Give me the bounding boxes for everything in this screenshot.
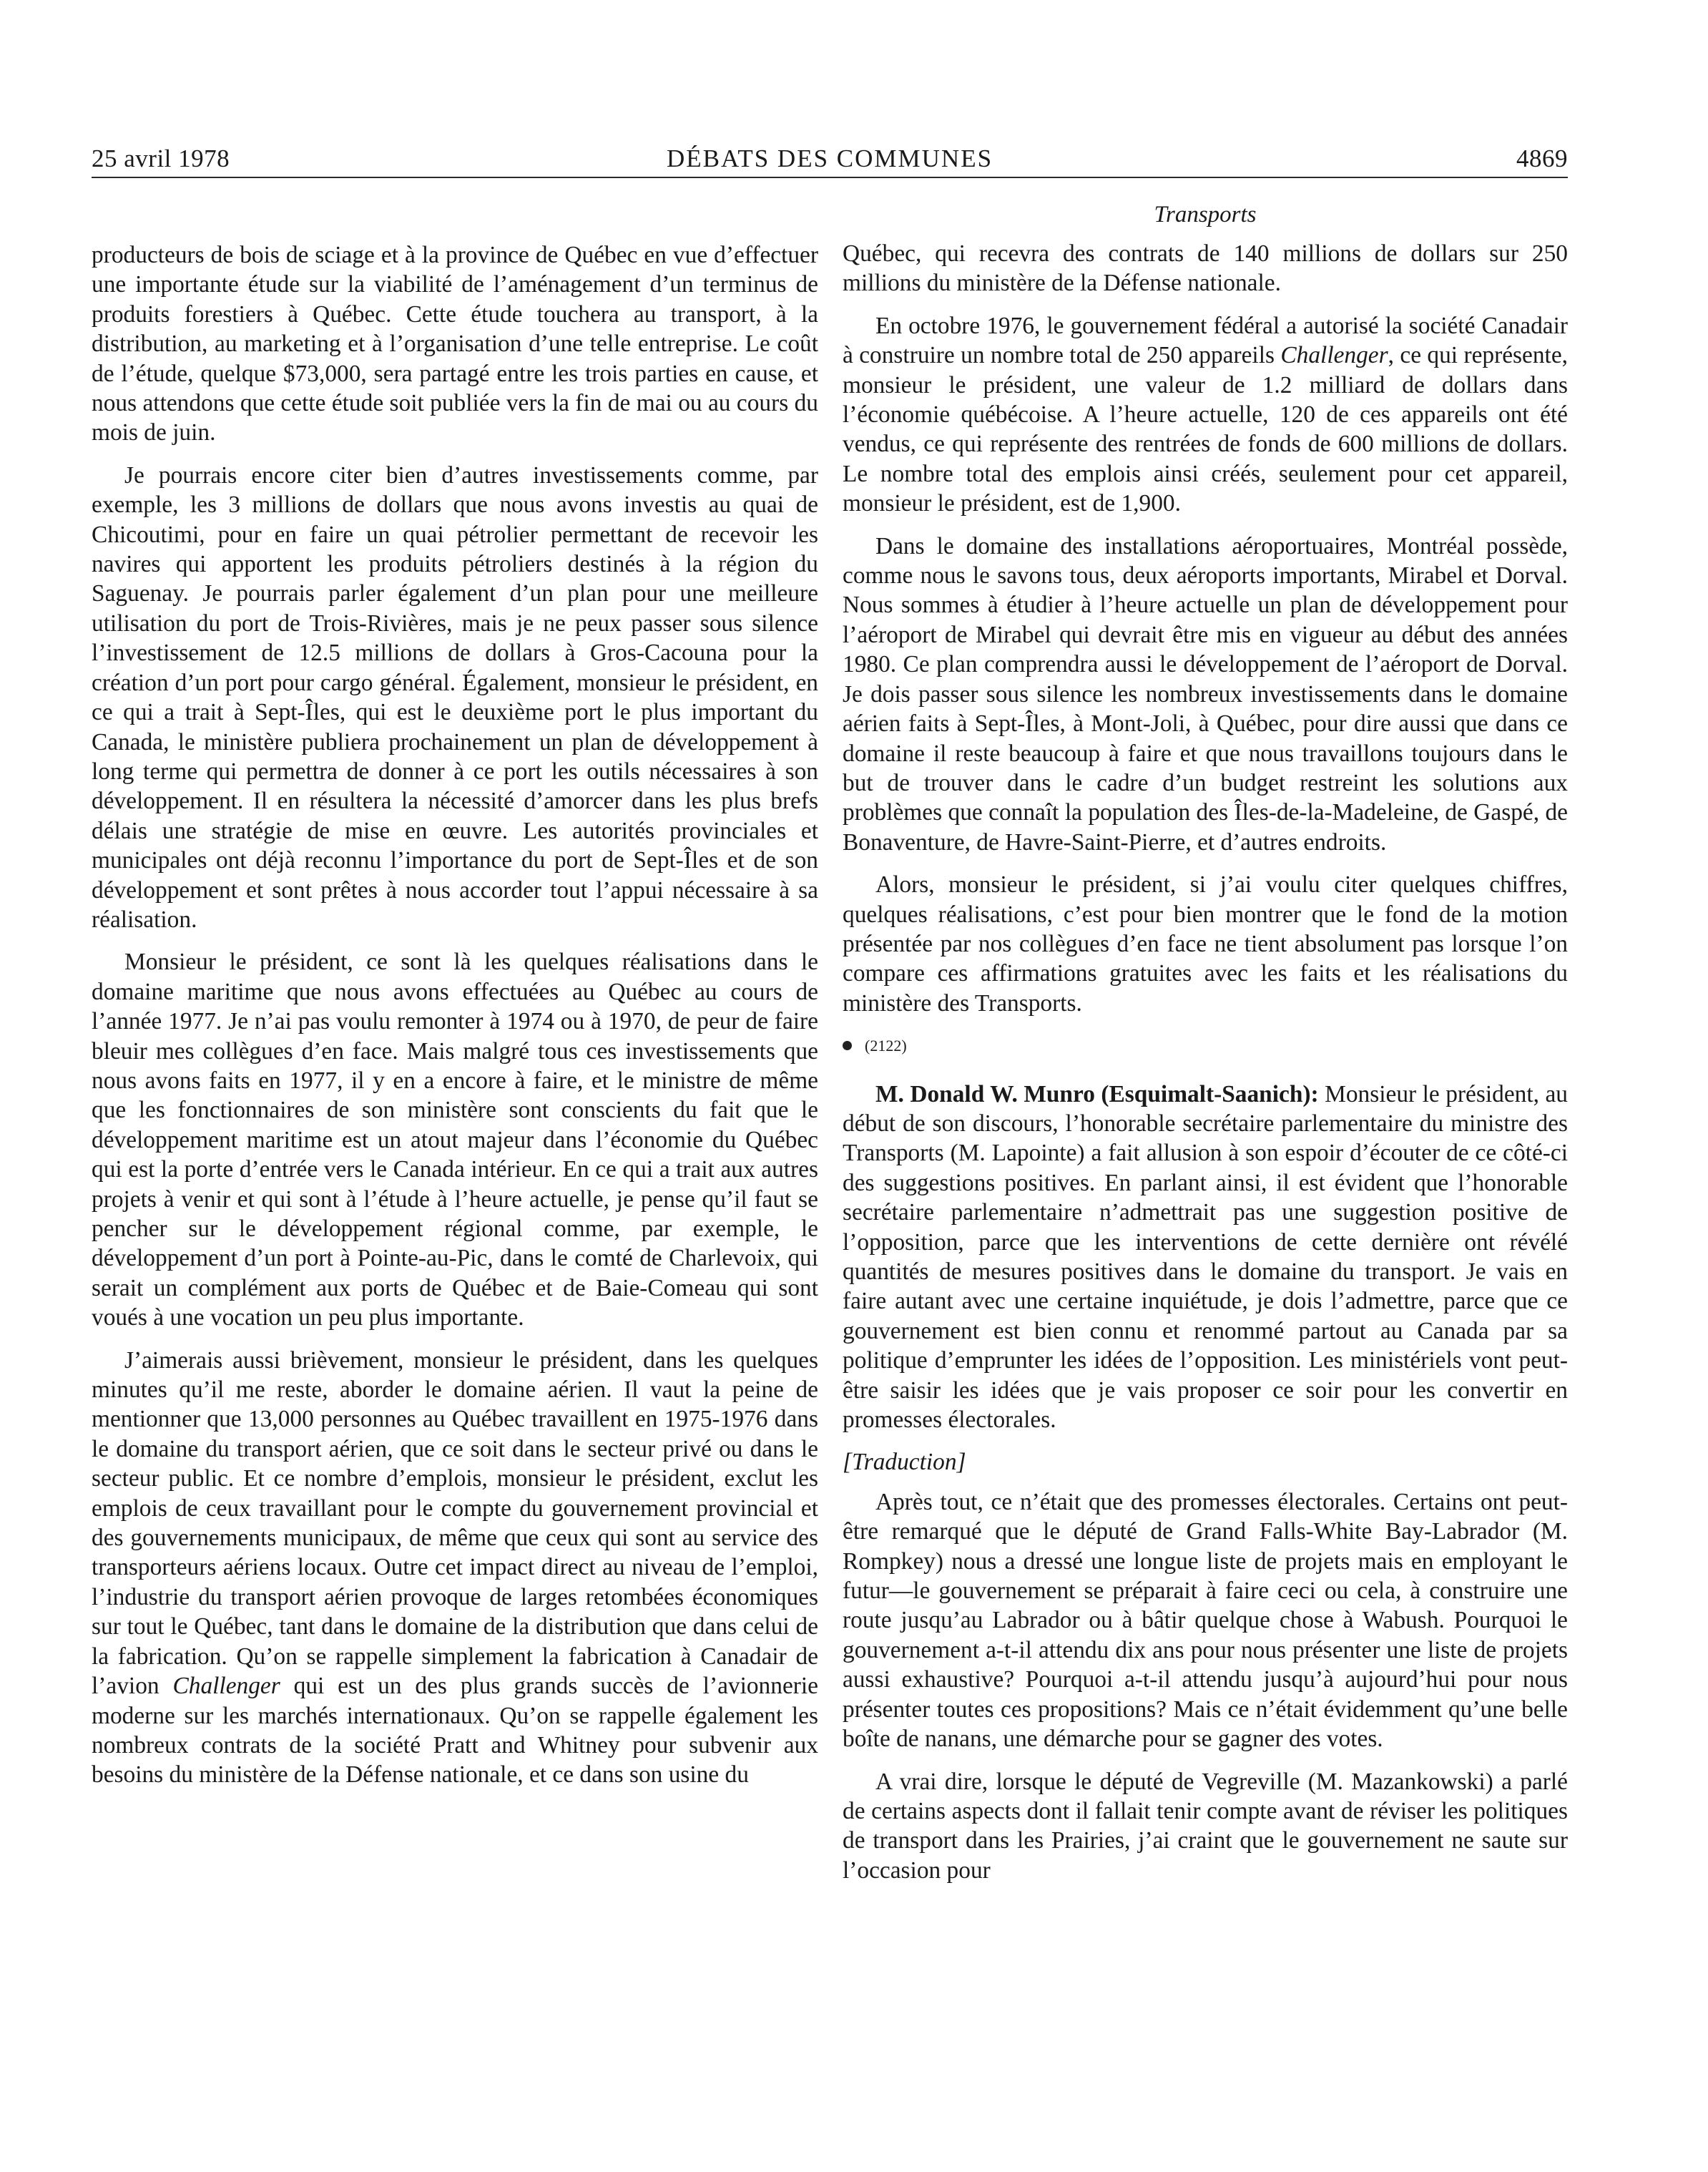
header-date: 25 avril 1978 (92, 145, 230, 172)
paragraph: A vrai dire, lorsque le député de Vegreville (M. Mazankowski) a parlé de certains aspects dont il fallait tenir compte avant de réviser les politiques de transport dans les Prairies, j’ai craint que le gouvernement ne saute sur l’occasion pour (843, 1768, 1568, 1884)
running-header (92, 145, 1568, 176)
aircraft-name: Challenger (172, 1673, 280, 1700)
time-marker-text: (2122) (865, 1037, 907, 1055)
paragraph: Alors, monsieur le président, si j’ai voulu citer quelques chiffres, quelques réalisations, c’est pour bien montrer que le fond de la motion présentée par nos collègues d’en face ne tient absolument pas lorsque l’on compare ces affirmations gratuites avec les faits et les réalisations du ministère des Transports. (843, 871, 1568, 1017)
paragraph: Après tout, ce n’était que des promesses électorales. Certains ont peut-être remarqué que le député de Grand Falls-White Bay-Labrador (M. Rompkey) nous a dressé une longue liste de projets mais en employant le futur—le gouvernement se préparait à faire ceci ou cela, à construire une route jusqu’au Labrador ou à bâtir quelque chose à Wabush. Pourquoi le gouvernement a-t-il attendu dix ans pour nous présenter une liste de projets aussi exhaustive? Pourquoi a-t-il attendu jusqu’à aujourd’hui pour nous présenter toutes ces propositions? Mais ce n’était évidemment qu’une belle boîte de nanans, une démarche pour se gagner des votes. (843, 1488, 1568, 1753)
header-rule (92, 177, 1568, 178)
paragraph-text: J’aimerais aussi brièvement, monsieur le président, dans les quelques minutes qu’il me reste, aborder le domaine aérien. Il vaut la peine de mentionner que 13,000 personnes au Québec travaillent en 1975-1976 dans le domaine du transport aérien, que ce soit dans le secteur privé ou dans le secteur public. Et ce nombre d’emplois, monsieur le président, exclut les emplois de ceux travaillant pour le compte du gouvernement provincial et des gouvernements municipaux, de même que ceux qui sont au service des transporteurs aériens locaux. Outre cet impact direct au niveau de l’emploi, l’industrie du transport aérien provoque de larges retombées économiques sur tout le Québec, tant dans le domaine de la distribution que dans celui de la fabrication. Qu’on se rappelle simplement la fabrication à Canadair de l’avion (92, 1346, 818, 1700)
page-number: 4869 (1516, 145, 1568, 172)
section-heading: Transports (1154, 202, 1257, 228)
left-column (92, 240, 818, 1803)
paragraph-text: En octobre 1976, le gouvernement fédéral a autorisé la société Canadair à construire un nombre total de 250 appareils (843, 312, 1568, 369)
paragraph: Dans le domaine des installations aéroportuaires, Montréal possède, comme nous le savons tous, deux aéroports importants, Mirabel et Dorval. Nous sommes à étudier à l’heure actuelle un plan de développement pour l’aéroport de Mirabel qui devrait être mis en vigueur au début des années 1980. Ce plan comprendra aussi le développement de l’aéroport de Dorval. Je dois passer sous silence les nombreux investissements dans le domaine aérien faits à Sept-Îles, à Mont-Joli, à Québec, pour dire aussi que dans ce domaine il reste beaucoup à faire et que nous travaillons toujours dans le but de trouver dans le cadre d’un budget restreint les solutions aux problèmes que connaît la population des Îles-de-la-Madeleine, de Gaspé, de Bonaventure, de Havre-Saint-Pierre, et d’autres endroits. (843, 532, 1568, 856)
paragraph-text: qui est un des plus grands succès de l’avionnerie moderne sur les marchés internationaux. Qu’on se rappelle également les nombreux contrats de la société Pratt and Whitney pour subvenir aux besoins du ministère de la Défense nationale, et ce dans son usine du (92, 1673, 818, 1789)
paragraph: Monsieur le président, ce sont là les quelques réalisations dans le domaine maritime que nous avons effectuées au Québec au cours de l’année 1977. Je n’ai pas voulu remonter à 1974 ou à 1970, de peur de faire bleuir mes collègues d’en face. Mais malgré tous ces investissements que nous avons faits en 1977, il y en a encore à faire, et le ministre de même que les fonctionnaires de son ministère sont conscients du fait que le développement maritime est un atout majeur dans l’économie du Québec qui est la porte d’entrée vers le Canada intérieur. En ce qui a trait aux autres projets à venir et qui sont à l’étude à l’heure actuelle, je pense qu’il faut se pencher sur le développement régional comme, par exemple, le développement d’un port à Pointe-au-Pic, dans le comté de Charlevoix, qui serait un complément aux ports de Québec et de Baie-Comeau qui sont voués à une vocation un peu plus importante. (92, 949, 818, 1331)
header-title: DÉBATS DES COMMUNES (666, 145, 993, 172)
paragraph (92, 1346, 818, 1790)
paragraph (843, 1080, 1568, 1435)
paragraph: Québec, qui recevra des contrats de 140 millions de dollars sur 250 millions du ministère de la Défense nationale. (843, 240, 1568, 297)
paragraph (843, 311, 1568, 519)
speaker-name: M. Donald W. Munro (Esquimalt-Saanich): (875, 1080, 1319, 1107)
bullet-icon (843, 1041, 852, 1050)
translation-note: [Traduction] (843, 1449, 966, 1476)
paragraph-text: Monsieur le président, au début de son discours, l’honorable secrétaire parlementaire du ministre des Transports (M. Lapointe) a fait allusion à son espoir d’écouter de ce côté-ci des suggestions positives. En parlant ainsi, il est évident que l’honorable secrétaire parlementaire n’admettrait pas une suggestion positive de l’opposition, parce que les interventions de cette dernière ont révélé quantités de mesures positives dans le domaine du transport. Je vais en faire autant avec une certaine inquiétude, je dois l’admettre, parce que ce gouvernement est bien connu et renommé partout au Canada par sa politique d’emprunter les idées de l’opposition. Les ministériels vont peut-être saisir les idées que je vais proposer ce soir pour les convertir en promesses électorales. (843, 1080, 1568, 1434)
time-marker (843, 1031, 1568, 1060)
paragraph: Je pourrais encore citer bien d’autres investissements comme, par exemple, les 3 millions de dollars que nous avons investis au quai de Chicoutimi, pour en faire un quai pétrolier permettant de recevoir les navires qui apportent les produits pétroliers destinés à la région du Saguenay. Je pourrais parler également d’un plan pour une meilleure utilisation du port de Trois-Rivières, mais je ne peux passer sous silence l’investissement de 12.5 millions de dollars à Gros-Cacouna pour la création d’un port pour cargo général. Également, monsieur le président, en ce qui a trait à Sept-Îles, qui est le deuxième port le plus important du Canada, le ministère publiera prochainement un plan de développement à long terme qui permettra de donner à ce port les outils nécessaires à son développement. Il en résultera la nécessité d’amorcer dans les plus brefs délais une stratégie de mise en œuvre. Les autorités provinciales et municipales ont déjà reconnu l’importance du port de Sept-Îles et de son développement et sont prêtes à nous accorder tout l’appui nécessaire à sa réalisation. (92, 461, 818, 933)
right-column (843, 239, 1568, 1898)
aircraft-name: Challenger (1280, 342, 1388, 369)
paragraph-text: , ce qui représente, monsieur le président, une valeur de 1.2 milliard de dollars dans l’économie québécoise. A l’heure actuelle, 120 de ces appareils ont été vendus, ce qui représente des rentrées de fonds de 600 millions de dollars. Le nombre total des emplois ainsi créés, seulement pour cet appareil, monsieur le président, est de 1,900. (843, 342, 1568, 517)
paragraph: producteurs de bois de sciage et à la province de Québec en vue d’effectuer une importante étude sur la viabilité de l’aménagement d’un terminus de produits forestiers à Québec. Cette étude touchera au transport, à la distribution, au marketing et à l’organisation d’une telle entreprise. Le coût de l’étude, quelque $73,000, sera partagé entre les trois parties en cause, et nous attendons que cette étude soit publiée vers la fin de mai ou au cours du mois de juin. (92, 242, 818, 446)
